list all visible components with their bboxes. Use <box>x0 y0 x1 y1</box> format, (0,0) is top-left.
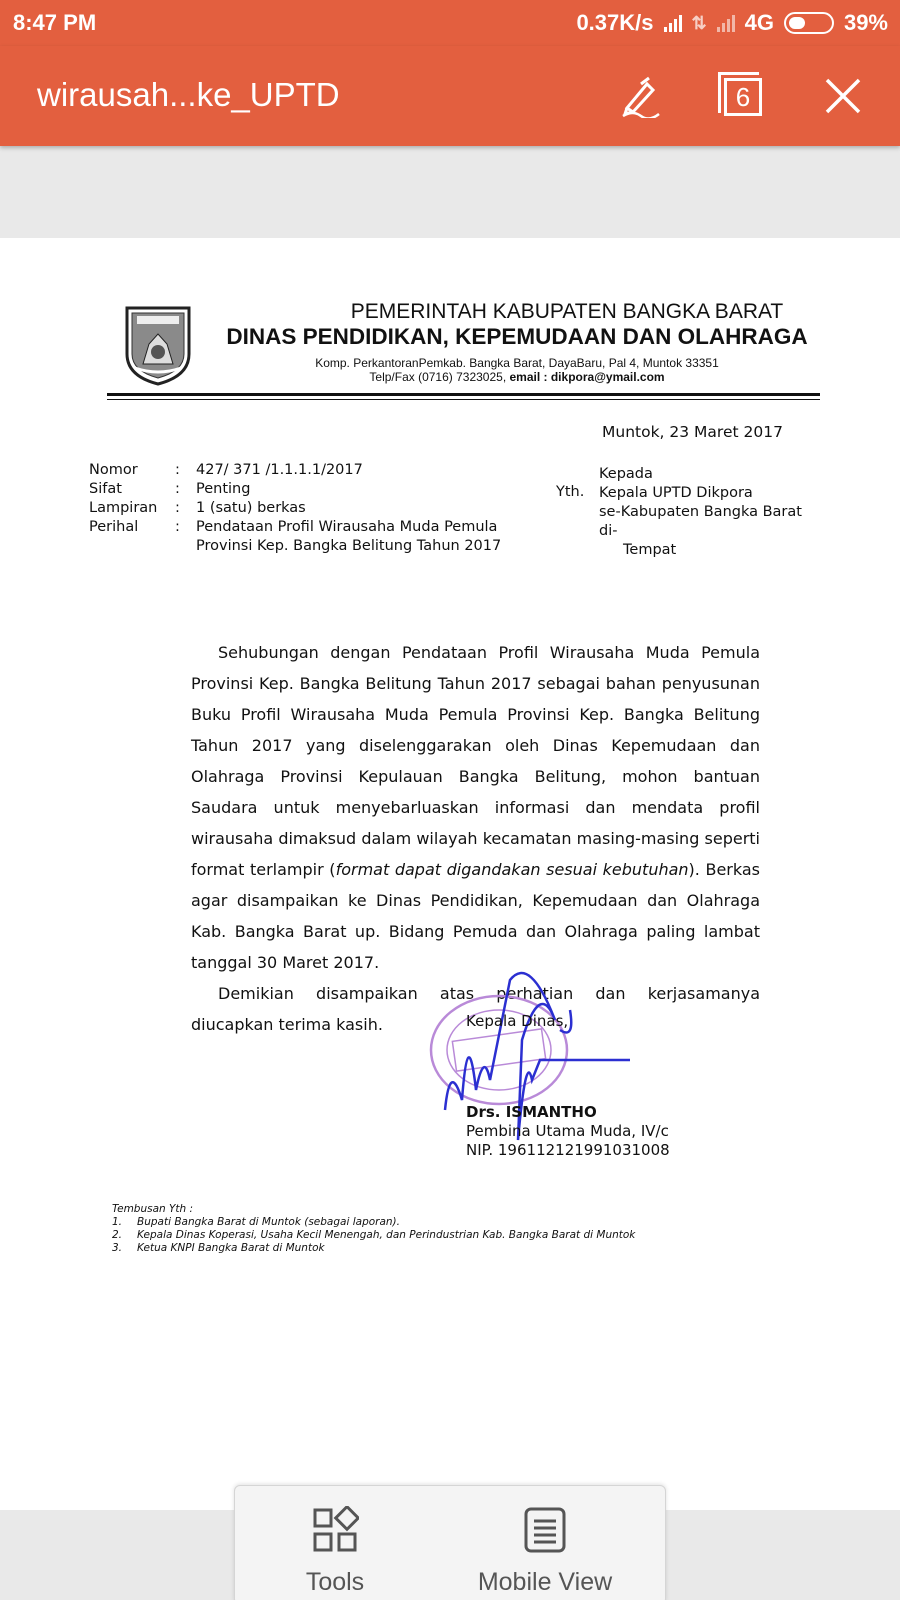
signature-block <box>466 1012 670 1160</box>
document-title: wirausah...ke_UPTD <box>37 76 340 113</box>
app-toolbar <box>0 46 900 146</box>
network-type: 4G <box>744 10 774 35</box>
letter-meta <box>89 461 536 556</box>
signer-name: Drs. ISMANTHO <box>466 1103 597 1121</box>
bottom-toolbar <box>234 1485 666 1600</box>
annotate-pen-icon[interactable] <box>617 72 665 120</box>
meta-row: Lampiran : 1 (satu) berkas <box>89 500 306 516</box>
tools-icon <box>311 1506 359 1554</box>
cc-list <box>112 1203 635 1255</box>
cc-item: 2. Kepala Dinas Koperasi, Usaha Kecil Menengah, dan Perindustrian Kab. Bangka Barat di Muntok <box>112 1229 636 1241</box>
pages-button[interactable] <box>718 72 766 120</box>
cc-item: 3. Ketua KNPI Bangka Barat di Muntok <box>112 1242 325 1254</box>
tools-label: Tools <box>305 1568 365 1596</box>
cell-signal-icon <box>717 14 735 32</box>
meta-row: Sifat : Penting <box>89 481 251 497</box>
mobile-view-icon <box>521 1506 569 1554</box>
cc-item: 1. Bupati Bangka Barat di Muntok (sebagai laporan). <box>112 1216 400 1228</box>
network-speed: 0.37K/s <box>576 10 654 35</box>
pages-count: 6 <box>724 78 762 116</box>
recipient-block: Kepada Kepala UPTD Dikpora se-Kabupaten Bangka Barat di- Tempat <box>599 466 802 558</box>
signer-rank: Pembina Utama Muda, IV/c <box>466 1122 669 1140</box>
regency-emblem-icon <box>123 304 193 386</box>
battery-percent: 39% <box>843 10 888 35</box>
mobile-view-button[interactable] <box>445 1506 645 1600</box>
data-transfer-icon: ⇅ <box>691 12 707 33</box>
signer-nip: NIP. 196112121991031008 <box>466 1141 670 1159</box>
status-bar <box>0 0 900 46</box>
cc-title: Tembusan Yth : <box>112 1203 194 1215</box>
battery-icon <box>784 12 834 34</box>
signer-title: Kepala Dinas, <box>466 1012 569 1030</box>
wifi-signal-icon <box>664 14 682 32</box>
letter-date: Muntok, 23 Maret 2017 <box>602 423 783 441</box>
meta-row: Perihal : Pendataan Profil Wirausaha Muda Pemula Provinsi Kep. Bangka Belitung Tahun 2017 <box>89 519 502 554</box>
meta-row: Nomor : 427/ 371 /1.1.1.1/2017 <box>89 462 363 478</box>
close-icon[interactable] <box>819 72 867 120</box>
yth-label: Yth. <box>556 484 585 500</box>
mobile-view-label: Mobile View <box>477 1568 613 1596</box>
letterhead-rule <box>107 393 820 396</box>
government-name: PEMERINTAH KABUPATEN BANGKA BARAT <box>350 300 784 323</box>
department-name: DINAS PENDIDIKAN, KEPEMUDAAN DAN OLAHRAGA <box>226 324 808 349</box>
status-time: 8:47 PM <box>13 10 97 35</box>
letterhead-address: Komp. PerkantoranPemkab. Bangka Barat, DayaBaru, Pal 4, Muntok 33351 Telp/Fax (0716) 7323025, email : dikpora@ymail.com <box>315 356 719 384</box>
body-paragraph-2: Demikian disampaikan atas perhatian dan kerjasamanya diucapkan terima kasih. <box>191 984 760 1034</box>
letterhead <box>107 300 820 400</box>
body-paragraph-1: Sehubungan dengan Pendataan Profil Wirausaha Muda Pemula Provinsi Kep. Bangka Belitung Tahun 2017 sebagai bahan penyusunan Buku Profil Wirausaha Muda Pemula Provinsi Kep. Bangka Belitung Tahun 2017 yang diselenggarakan oleh Dinas Kepemudaan dan Olahraga Provinsi Kepulauan Bangka Belitung, mohon bantuan Saudara untuk menyebarluaskan informasi dan mendata profil wirausaha dimaksud dalam wilayah kecamatan masing-masing seperti format terlampir (format dapat digandakan sesuai kebutuhan). Berkas agar disampaikan ke Dinas Pendidikan, Kepemudaan dan Olahraga Kab. Bangka Barat up. Bidang Pemuda dan Olahraga paling lambat tanggal 30 Maret 2017. <box>191 643 761 972</box>
tools-button[interactable] <box>235 1506 435 1600</box>
letterhead-rule-thin <box>107 399 820 400</box>
status-indicators <box>576 10 888 36</box>
